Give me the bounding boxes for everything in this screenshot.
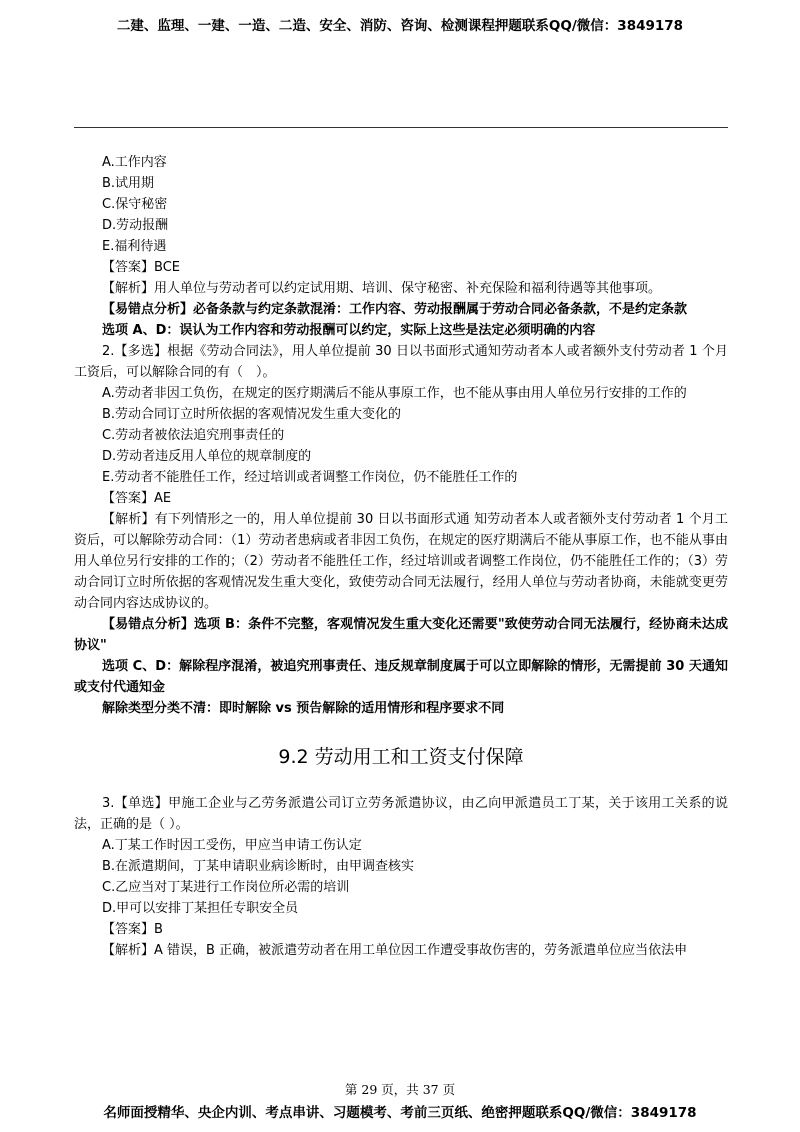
q2-answer: 【答案】AE bbox=[102, 491, 172, 506]
q1-analysis: 【解析】用人单位与劳动者可以约定试用期、培训、保守秘密、补充保险和福利待遇等其他事项。 bbox=[102, 281, 662, 296]
q1-option-d: D.劳动报酬 bbox=[102, 218, 169, 233]
q3-analysis: 【解析】A 错误，B 正确，被派遣劳动者在用工单位因工作遭受事故伤害的，劳务派遣单位应当依法申 bbox=[102, 943, 688, 958]
q1-option-a: A.工作内容 bbox=[102, 155, 167, 170]
q2-error-note-2: 解除类型分类不清：即时解除 vs 预告解除的适用情形和程序要求不同 bbox=[102, 701, 505, 716]
q1-error-note: 选项 A、D：误认为工作内容和劳动报酬可以约定，实际上这些是法定必须明确的内容 bbox=[102, 323, 596, 338]
q1-option-c: C.保守秘密 bbox=[102, 197, 168, 212]
page-content bbox=[74, 152, 728, 961]
q1-option-b: B.试用期 bbox=[102, 176, 155, 191]
q3-option-b: B.在派遣期间，丁某申请职业病诊断时，由甲调查核实 bbox=[102, 859, 415, 874]
q2-error-analysis: 【易错点分析】选项 B：条件不完整，客观情况发生重大变化还需要"致使劳动合同无法履行，经协商未达成协议" bbox=[74, 617, 728, 653]
q2-option-e: E.劳动者不能胜任工作，经过培训或者调整工作岗位，仍不能胜任工作的 bbox=[102, 470, 518, 485]
q1-option-e: E.福利待遇 bbox=[102, 239, 167, 254]
q2-option-c: C.劳动者被依法追究刑事责任的 bbox=[102, 428, 285, 443]
q1-answer: 【答案】BCE bbox=[102, 260, 180, 275]
q1-error-analysis: 【易错点分析】必备条款与约定条款混淆：工作内容、劳动报酬属于劳动合同必备条款，不是约定条款 bbox=[102, 302, 688, 317]
q3-option-c: C.乙应当对丁某进行工作岗位所必需的培训 bbox=[102, 880, 350, 895]
page-header: 二建、监理、一建、一造、二造、安全、消防、咨询、检测课程押题联系QQ/微信：3849178 bbox=[116, 18, 684, 34]
q2-analysis: 【解析】有下列情形之一的，用人单位提前 30 日以书面形式通 知劳动者本人或者额外支付劳动者 1 个月工资后，可以解除劳动合同：（1）劳动者患病或者非因工负伤，在规定的医疗期满后不能从事原工作，也不能从事由用人单位另行安排的工作的；（2）劳动者不能胜任工作，经过培训或者调整工作岗位，仍不能胜任工作的；（3）劳动合同订立时所依据的客观情况发生重大变化，致使劳动合同无法履行，经用人单位与劳动者协商，未能就变更劳动合同内容达成协议的。 bbox=[74, 512, 728, 611]
q3-answer: 【答案】B bbox=[102, 922, 163, 937]
page-footer: 名师面授精华、央企内训、考点串讲、习题模考、考前三页纸、绝密押题联系QQ/微信：3849178 bbox=[103, 1105, 697, 1121]
page-number: 第 29 页，共 37 页 bbox=[344, 1082, 456, 1097]
q3-option-d: D.甲可以安排丁某担任专职安全员 bbox=[102, 901, 299, 916]
q2-option-a: A.劳动者非因工负伤，在规定的医疗期满后不能从事原工作，也不能从事由用人单位另行安排的工作的 bbox=[102, 386, 687, 401]
section-title: 9.2 劳动用工和工资支付保障 bbox=[278, 746, 524, 768]
q2-stem: 2.【多选】根据《劳动合同法》，用人单位提前 30 日以书面形式通知劳动者本人或者额外支付劳动者 1 个月工资后，可以解除合同的有（ ）。 bbox=[74, 344, 728, 380]
q2-option-d: D.劳动者违反用人单位的规章制度的 bbox=[102, 449, 312, 464]
q3-stem: 3.【单选】甲施工企业与乙劳务派遣公司订立劳务派遣协议，由乙向甲派遣员工丁某，关于该用工关系的说法，正确的是（ ）。 bbox=[74, 796, 728, 832]
header-divider bbox=[74, 127, 728, 128]
q3-option-a: A.丁某工作时因工受伤，甲应当申请工伤认定 bbox=[102, 838, 362, 853]
q2-option-b: B.劳动合同订立时所依据的客观情况发生重大变化的 bbox=[102, 407, 402, 422]
q2-error-note-1: 选项 C、D：解除程序混淆，被追究刑事责任、违反规章制度属于可以立即解除的情形，无需提前 30 天通知或支付代通知金 bbox=[74, 659, 728, 695]
